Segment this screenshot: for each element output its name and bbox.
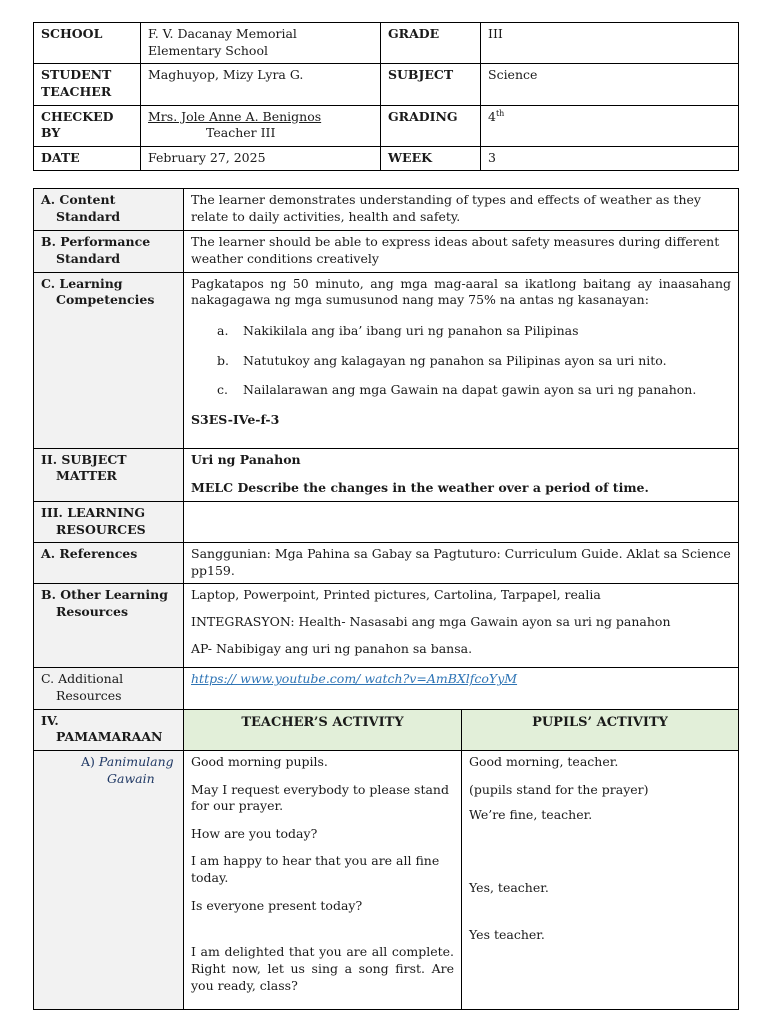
info-row-student-teacher [34, 64, 739, 105]
section-a-pupils-cell [462, 750, 739, 1009]
row-learning-resources [34, 501, 739, 542]
list-item: b. Natutukoy ang kalagayan ng panahon sa Pilipinas ayon sa uri nito. [217, 352, 667, 368]
row-procedure-header [34, 709, 739, 750]
row-references [34, 543, 739, 584]
teacher-line: How are you today? [191, 825, 318, 841]
date-label: DATE [34, 146, 141, 171]
other-resources-p2: INTEGRASYON: Health- Nasasabi ang mga Gawain ayon sa uri ng panahon [191, 614, 671, 629]
other-resources-p3: AP- Nabibigay ang uri ng panahon sa bansa. [191, 640, 473, 656]
other-resources-content [184, 584, 739, 668]
grading-label: GRADING [381, 105, 481, 146]
info-table [33, 22, 739, 171]
section-a-label [41, 754, 176, 788]
performance-standard-label: B. Performance Standard [34, 231, 184, 272]
subject-matter-topic: Uri ng Panahon [191, 451, 301, 467]
learning-competencies-content [184, 272, 739, 448]
grade-label: GRADE [381, 23, 481, 64]
additional-resources-label: C. Additional Resources [34, 668, 184, 709]
row-subject-matter [34, 448, 739, 501]
procedure-label: IV. PAMAMARAAN [34, 709, 184, 750]
teacher-line: Is everyone present today? [191, 897, 363, 913]
week-value: 3 [481, 146, 739, 171]
list-item: c. Nailalarawan ang mga Gawain na dapat gawin ayon sa uri ng panahon. [217, 382, 697, 398]
row-performance-standard [34, 231, 739, 272]
row-section-a [34, 750, 739, 1009]
info-row-checked-by [34, 105, 739, 146]
competencies-intro: Pagkatapos ng 50 minuto, ang mga mag-aaral sa ikatlong baitang ay inaasahang nakagagawa ng mga sumusunod nang may 75% na antas ng kasanayan: [191, 275, 731, 308]
row-learning-competencies [34, 272, 739, 448]
teacher-line: May I request everybody to please stand for our prayer. [191, 781, 449, 814]
competency-code: S3ES-IVe-f-3 [191, 411, 280, 427]
pupil-line: Yes, teacher. [469, 879, 549, 895]
list-item: a. Nakikilala ang iba’ ibang uri ng panahon sa Pilipinas [217, 322, 579, 338]
teacher-line: I am happy to hear that you are all fine today. [191, 853, 440, 885]
learning-competencies-label: C. Learning Competencies [34, 272, 184, 448]
pupils-activity-header: PUPILS’ ACTIVITY [462, 709, 739, 750]
grading-value: 4th [481, 105, 739, 146]
row-content-standard [34, 189, 739, 231]
performance-standard-text: The learner should be able to express ideas about safety measures during different weather conditions creatively [184, 231, 739, 272]
pupil-line: (pupils stand for the prayer) [469, 781, 649, 797]
subject-matter-content [184, 448, 739, 501]
row-additional-resources [34, 668, 739, 709]
section-a-label-cell [34, 750, 184, 1009]
content-standard-label: A. Content Standard [34, 189, 184, 231]
subject-value: Science [481, 64, 739, 105]
info-row-school [34, 23, 739, 64]
other-resources-label: B. Other Learning Resources [34, 584, 184, 668]
additional-resources-content [184, 668, 739, 709]
checked-by-label: CHECKED BY [34, 105, 141, 146]
references-text: Sanggunian: Mga Pahina sa Gabay sa Pagtuturo: Curriculum Guide. Aklat sa Science pp159. [184, 543, 739, 584]
pupil-line: We’re fine, teacher. [469, 807, 593, 823]
competencies-list [217, 323, 731, 399]
subject-label: SUBJECT [381, 64, 481, 105]
pupil-line: Good morning, teacher. [469, 753, 619, 769]
pupil-line: Yes teacher. [469, 927, 545, 943]
section-a-prefix: A) [81, 753, 95, 769]
checked-by-value [141, 105, 381, 146]
week-label: WEEK [381, 146, 481, 171]
info-row-date [34, 146, 739, 171]
learning-resources-content [184, 501, 739, 542]
subject-matter-label: II. SUBJECT MATTER [34, 448, 184, 501]
checked-by-name: Mrs. Jole Anne A. Benignos [148, 108, 322, 124]
other-resources-p1: Laptop, Powerpoint, Printed pictures, Cartolina, Tarpapel, realia [191, 587, 601, 603]
school-value: F. V. Dacanay Memorial Elementary School [141, 23, 381, 64]
grading-ordinal: th [495, 108, 505, 118]
row-other-resources [34, 584, 739, 668]
lesson-plan-table [33, 188, 739, 1010]
school-label: SCHOOL [34, 23, 141, 64]
student-teacher-value: Maghuyop, Mizy Lyra G. [141, 64, 381, 105]
date-value: February 27, 2025 [141, 146, 381, 171]
grade-value: III [481, 23, 739, 64]
student-teacher-label: STUDENT TEACHER [34, 64, 141, 105]
teacher-line: Good morning pupils. [191, 753, 328, 769]
checked-by-title: Teacher III [206, 125, 276, 141]
references-label: A. References [34, 543, 184, 584]
section-a-teacher-cell [184, 750, 462, 1009]
youtube-link[interactable]: https:// www.youtube.com/ watch?v=AmBXlfcoYyM [191, 671, 518, 687]
content-standard-text: The learner demonstrates understanding of types and effects of weather as they relate to daily activities, health and safety. [184, 189, 739, 231]
subject-matter-melc: MELC Describe the changes in the weather over a period of time. [191, 480, 649, 496]
teacher-activity-header: TEACHER’S ACTIVITY [184, 709, 462, 750]
section-a-title: Panimulang Gawain [98, 753, 174, 786]
learning-resources-label: III. LEARNING RESOURCES [34, 501, 184, 542]
teacher-line: I am delighted that you are all complete. Right now, let us sing a song first. Are you ready, class? [191, 944, 454, 993]
